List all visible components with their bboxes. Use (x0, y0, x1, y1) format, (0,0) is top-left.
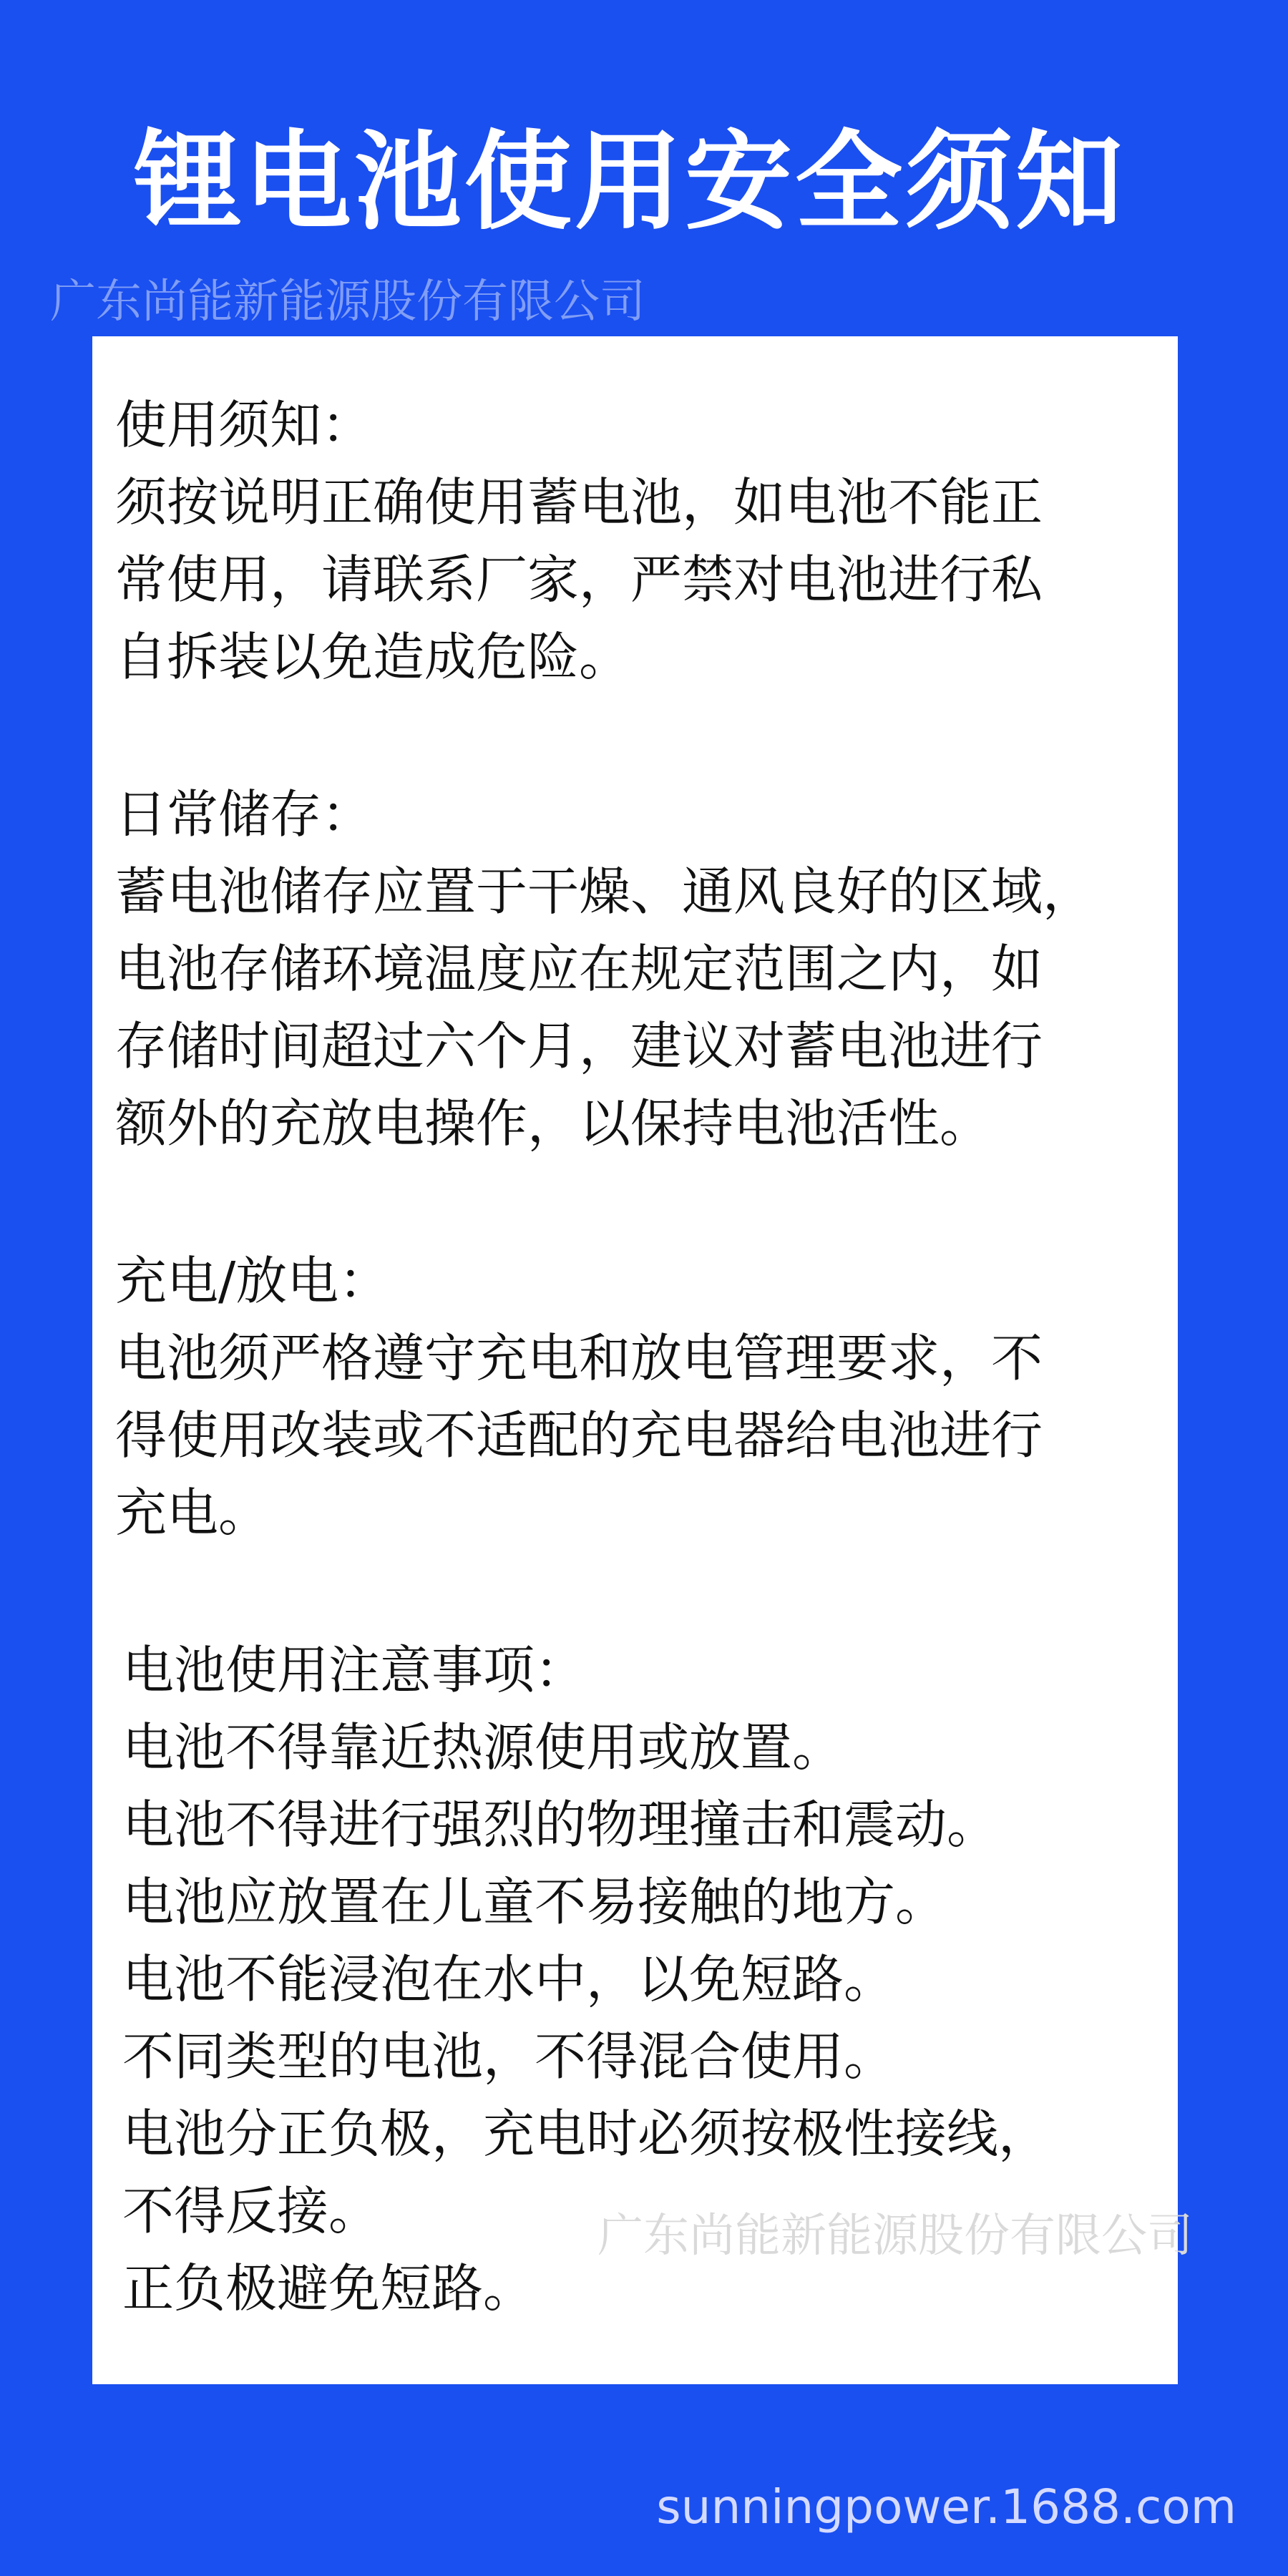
section-line: 须按说明正确使用蓄电池，如电池不能正 (115, 472, 1043, 532)
section-line: 额外的充放电操作，以保持电池活性。 (115, 1093, 992, 1153)
section-line: 自拆装以免造成危险。 (115, 627, 631, 687)
section-charging (115, 1242, 1178, 1551)
section-line: 电池不能浸泡在水中，以免短路。 (122, 1949, 896, 2009)
section-line: 充电。 (115, 1483, 270, 1543)
section-line: 电池须严格遵守充电和放电管理要求，不 (115, 1328, 1043, 1388)
section-line: 正负极避免短路。 (122, 2258, 535, 2318)
section-title: 电池使用注意事项： (122, 1640, 587, 1700)
section-storage (115, 776, 1178, 1162)
section-line: 电池不得靠近热源使用或放置。 (122, 1717, 844, 1777)
section-usage (115, 386, 1178, 696)
section-line: 常使用，请联系厂家，严禁对电池进行私 (115, 550, 1043, 610)
section-line: 不得反接。 (122, 2181, 381, 2241)
notice-panel (92, 336, 1178, 2384)
watermark-bottom: 广东尚能新能源股份有限公司 (597, 2210, 1193, 2263)
section-line: 蓄电池储存应置于干燥、通风良好的区域， (115, 862, 1095, 922)
section-line: 存储时间超过六个月，建议对蓄电池进行 (115, 1016, 1043, 1076)
notice-content (115, 386, 1178, 2327)
section-line: 电池不得进行强烈的物理撞击和震动。 (122, 1795, 999, 1855)
section-title: 使用须知： (115, 395, 374, 455)
footer-url: sunningpower.1688.com (656, 2479, 1236, 2534)
section-line: 不同类型的电池，不得混合使用。 (122, 2026, 896, 2087)
section-line: 得使用改装或不适配的充电器给电池进行 (115, 1405, 1043, 1465)
section-line: 电池分正负极，充电时必须按极性接线， (122, 2104, 1050, 2164)
section-line: 电池应放置在儿童不易接触的地方。 (122, 1872, 947, 1932)
watermark-top: 广东尚能新能源股份有限公司 (50, 275, 645, 328)
section-title: 日常储存： (115, 784, 374, 844)
section-line: 电池存储环境温度应在规定范围之内，如 (115, 939, 1043, 999)
page-title: 锂电池使用安全须知 (133, 120, 1126, 245)
section-title: 充电/放电： (115, 1251, 391, 1311)
